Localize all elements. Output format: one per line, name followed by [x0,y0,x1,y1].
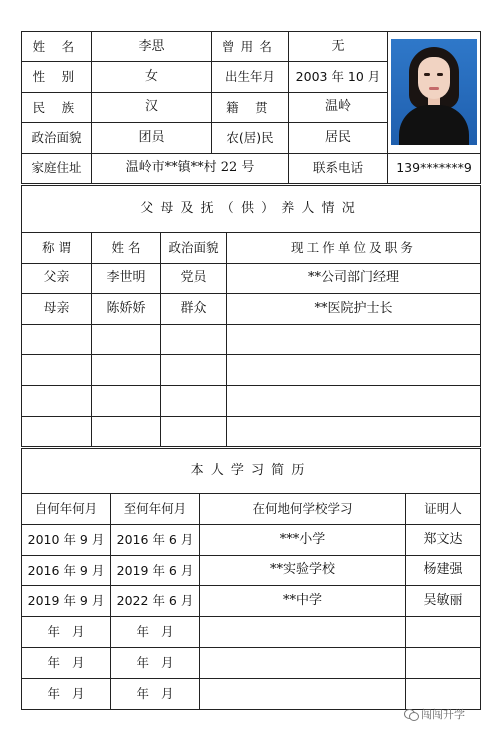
edu-cell [406,678,481,709]
education-table [21,448,481,710]
gender-value: 女 [92,62,212,92]
edu-cell: 郑文达 [406,524,481,555]
hukou-value: 居民 [289,123,388,153]
portrait-photo [391,39,477,145]
ethnicity-value: 汉 [92,92,212,122]
edu-cell [200,617,406,648]
address-label: 家庭住址 [22,153,92,183]
family-col-relation: 称 谓 [22,233,92,264]
edu-cell: **中学 [200,586,406,617]
family-cell [22,416,92,447]
edu-col-school: 在何地何学校学习 [200,494,406,525]
family-cell [227,385,481,416]
family-cell: 李世明 [92,263,161,294]
edu-cell: ***小学 [200,524,406,555]
family-section-title: 父母及抚（供）养人情况 [22,186,481,233]
family-cell: **公司部门经理 [227,263,481,294]
edu-cell: 2019 年 6 月 [111,555,200,586]
family-cell [92,416,161,447]
edu-col-to: 至何年何月 [111,494,200,525]
address-value: 温岭市**镇**村 22 号 [92,153,289,183]
phone-value: 139*******9 [388,153,481,183]
former-name-value: 无 [289,32,388,62]
edu-cell: 2016 年 6 月 [111,524,200,555]
watermark-text: 闯闯升学 [421,708,465,721]
watermark [404,706,465,722]
edu-col-from: 自何年何月 [22,494,111,525]
photo-cell [388,32,481,154]
personal-row-1 [22,32,481,62]
family-section-header [22,186,481,233]
table-row [22,586,481,617]
edu-cell: 2022 年 6 月 [111,586,200,617]
table-row [22,355,481,386]
edu-cell: 年 月 [22,647,111,678]
family-cell [92,355,161,386]
name-label: 姓 名 [22,32,92,62]
personal-row-5 [22,153,481,183]
edu-cell: 年 月 [111,647,200,678]
edu-cell: **实验学校 [200,555,406,586]
family-cell [22,355,92,386]
family-cell [22,324,92,355]
family-cell: **医院护士长 [227,294,481,325]
family-cell [227,324,481,355]
hukou-label: 农(居)民 [212,123,289,153]
edu-cell: 2016 年 9 月 [22,555,111,586]
education-section-title: 本人学习简历 [22,449,481,494]
edu-cell: 2019 年 9 月 [22,586,111,617]
political-status-label: 政治面貌 [22,123,92,153]
wechat-icon [404,709,418,720]
birth-label: 出生年月 [212,62,289,92]
edu-cell [406,647,481,678]
table-row [22,678,481,709]
table-row [22,263,481,294]
family-cell [92,385,161,416]
edu-cell: 杨建强 [406,555,481,586]
family-header-row [22,233,481,264]
family-cell [161,355,227,386]
table-row [22,294,481,325]
family-cell: 陈娇娇 [92,294,161,325]
edu-col-witness: 证明人 [406,494,481,525]
political-status-value: 团员 [92,123,212,153]
family-cell: 党员 [161,263,227,294]
table-row [22,385,481,416]
former-name-label: 曾用名 [212,32,289,62]
family-cell [92,324,161,355]
ethnicity-label: 民 族 [22,92,92,122]
education-header-row [22,494,481,525]
edu-cell: 2010 年 9 月 [22,524,111,555]
edu-cell: 年 月 [111,617,200,648]
personal-info-table [21,31,481,184]
table-row [22,617,481,648]
edu-cell [200,678,406,709]
native-place-value: 温岭 [289,92,388,122]
family-cell [161,416,227,447]
family-col-workplace: 现工作单位及职务 [227,233,481,264]
family-cell: 母亲 [22,294,92,325]
family-cell [22,385,92,416]
birth-value: 2003 年 10 月 [289,62,388,92]
family-cell [161,324,227,355]
phone-label: 联系电话 [289,153,388,183]
table-row [22,416,481,447]
table-row [22,647,481,678]
family-cell: 父亲 [22,263,92,294]
table-row [22,324,481,355]
table-row [22,555,481,586]
edu-cell [406,617,481,648]
family-cell [161,385,227,416]
table-row [22,524,481,555]
name-value: 李思 [92,32,212,62]
family-table [21,185,481,447]
edu-cell: 年 月 [111,678,200,709]
education-section-header [22,449,481,494]
family-cell [227,416,481,447]
gender-label: 性 别 [22,62,92,92]
edu-cell: 吴敏丽 [406,586,481,617]
family-cell: 群众 [161,294,227,325]
edu-cell [200,647,406,678]
family-cell [227,355,481,386]
native-place-label: 籍 贯 [212,92,289,122]
family-col-political: 政治面貌 [161,233,227,264]
edu-cell: 年 月 [22,678,111,709]
edu-cell: 年 月 [22,617,111,648]
family-col-name: 姓 名 [92,233,161,264]
